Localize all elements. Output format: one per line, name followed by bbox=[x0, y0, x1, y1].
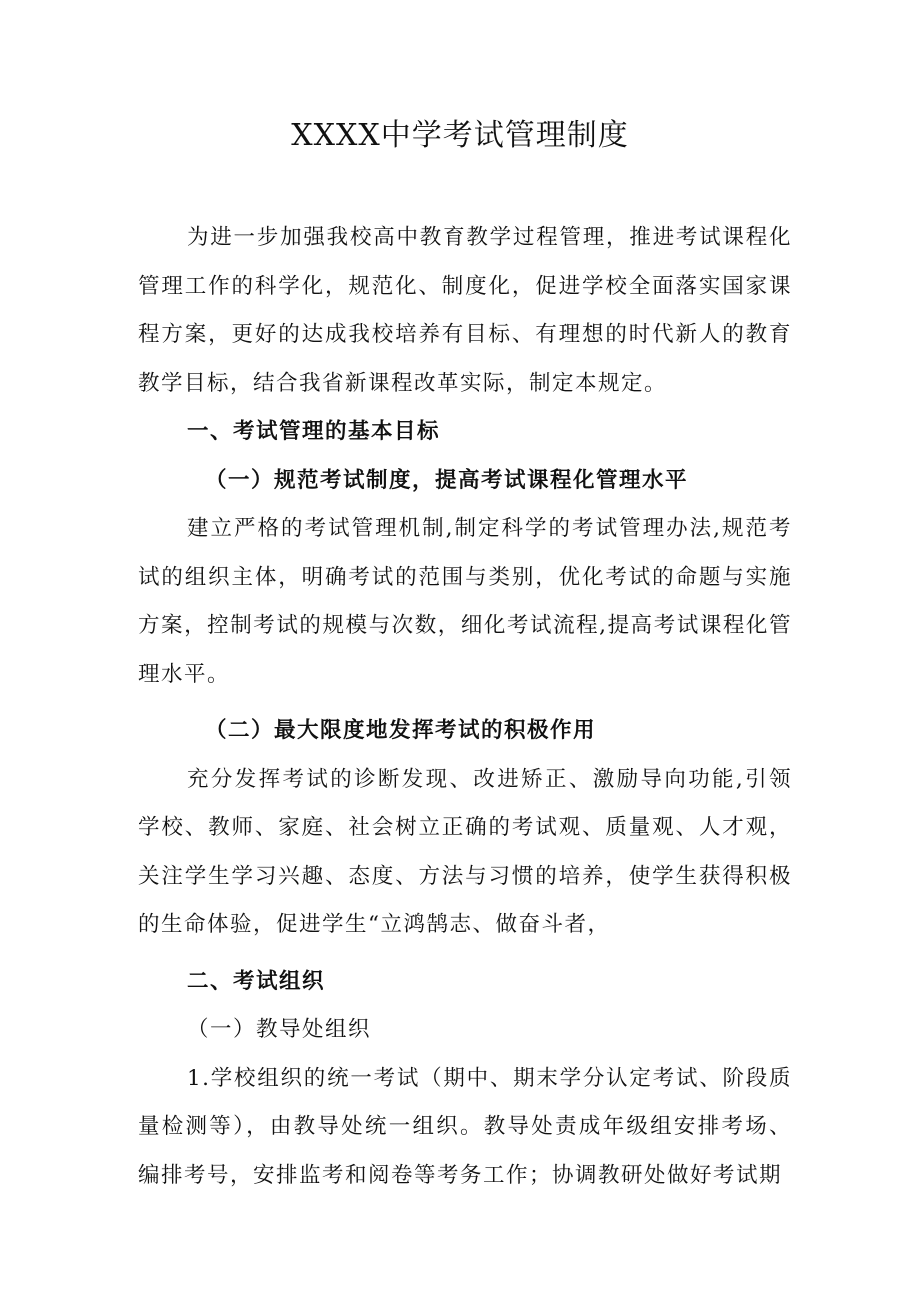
intro-paragraph: 为进一步加强我校高中教育教学过程管理，推进考试课程化管理工作的科学化，规范化、制度化，促进学校全面落实国家课程方案，更好的达成我校培养有目标、有理想的时代新人的教育教学目标，结合我省新课程改革实际，制定本规定。 bbox=[138, 225, 792, 396]
section-2-subheading-1: （一）教导处组织 bbox=[187, 1017, 372, 1042]
section-1-subheading-1: （一）规范考试制度，提高考试课程化管理水平 bbox=[205, 467, 689, 493]
section-2-sub-1-paragraph: 1.学校组织的统一考试（期中、期末学分认定考试、阶段质量检测等），由教导处统一组织。教导处责成年级组安排考场、编排考号，安排监考和阅卷等考务工作；协调教研处做好考试期 bbox=[138, 1065, 792, 1188]
section-1-subheading-2: （二）最大限度地发挥考试的积极作用 bbox=[205, 718, 597, 743]
document-body bbox=[138, 214, 792, 1200]
section-1-sub-1-paragraph: 建立严格的考试管理机制,制定科学的考试管理办法,规范考试的组织主体，明确考试的范围与类别，优化考试的命题与实施方案，控制考试的规模与次数，细化考试流程,提高考试课程化管理水平。 bbox=[138, 516, 792, 687]
section-2-heading: 二、考试组织 bbox=[187, 968, 326, 994]
section-1-heading: 一、考试管理的基本目标 bbox=[187, 419, 441, 444]
document-title: XXXX中学考试管理制度 bbox=[291, 118, 629, 153]
section-1-sub-2-paragraph: 充分发挥考试的诊断发现、改进矫正、激励导向功能,引领学校、教师、家庭、社会树立正确的考试观、质量观、人才观，关注学生学习兴趣、态度、方法与习惯的培养，使学生获得积极的生命体验，促进学生“立鸿鹄志、做奋斗者， bbox=[138, 766, 792, 937]
